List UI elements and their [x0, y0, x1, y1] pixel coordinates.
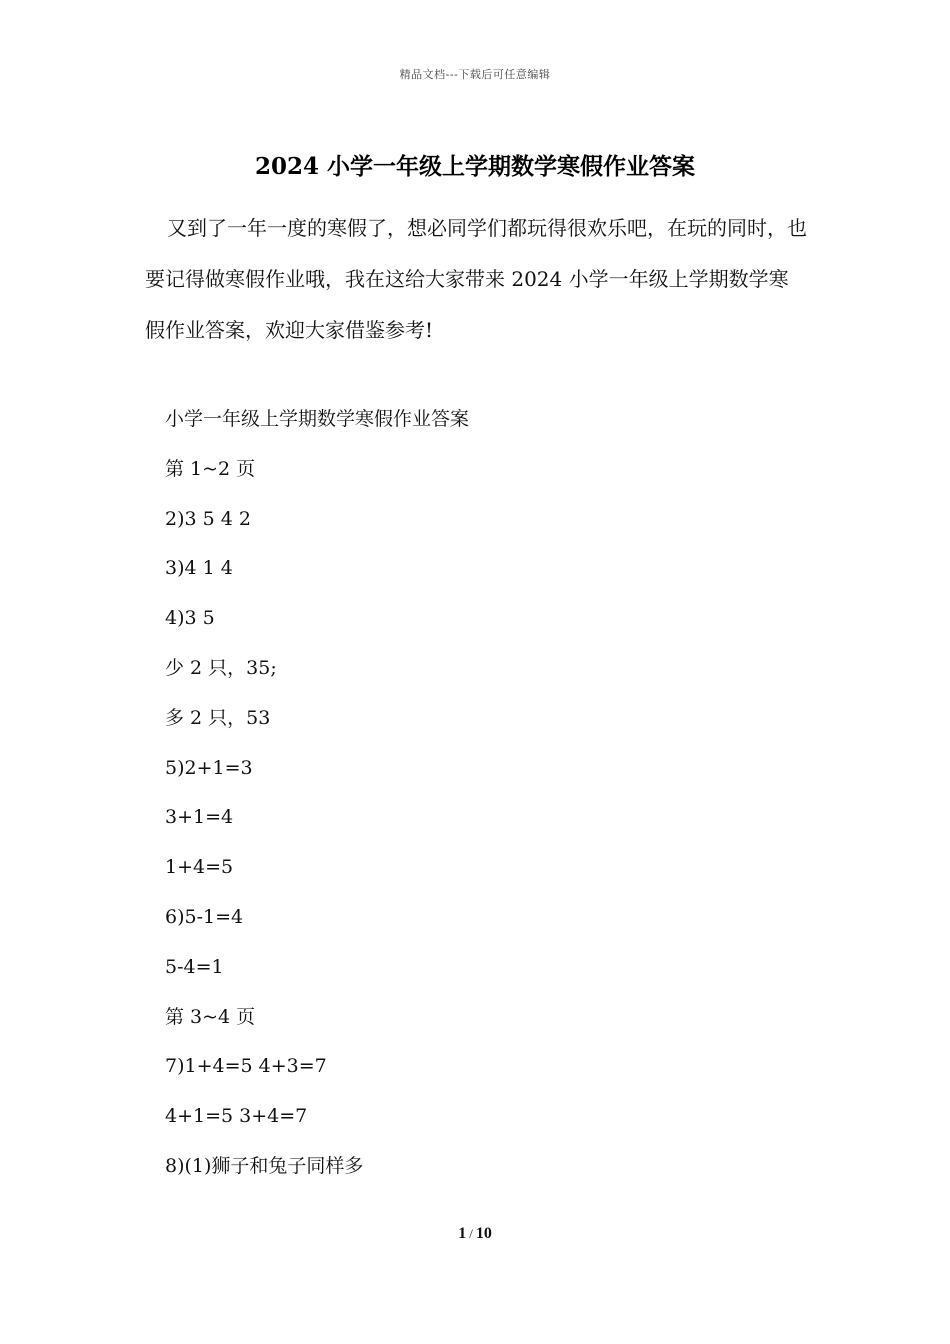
- page-separator: /: [469, 1226, 473, 1241]
- answer-line: 7)1+4=5 4+3=7: [165, 1055, 327, 1078]
- answer-line: 多 2 只，53: [165, 706, 271, 729]
- answer-line: 5)2+1=3: [165, 756, 253, 779]
- current-page: 1: [458, 1225, 467, 1242]
- page-number: [0, 1225, 950, 1243]
- answer-line: 4)3 5: [165, 607, 215, 630]
- answer-line: 6)5-1=4: [165, 905, 244, 928]
- answer-line: 5-4=1: [165, 955, 224, 978]
- total-pages: 10: [475, 1225, 492, 1242]
- answer-line: 少 2 只，35;: [165, 656, 277, 679]
- answer-line: 1+4=5: [165, 856, 234, 879]
- answer-line: 4+1=5 3+4=7: [165, 1105, 308, 1128]
- answer-line: 第 3~4 页: [165, 1005, 256, 1028]
- answer-line: 3)4 1 4: [165, 557, 233, 580]
- answer-line: 2)3 5 4 2: [165, 507, 251, 530]
- answer-line: 8)(1)狮子和兔子同样多: [165, 1154, 364, 1177]
- intro-paragraph: 又到了一年一度的寒假了，想必同学们都玩得很欢乐吧，在玩的同时，也要记得做寒假作业哦，我在这给大家带来 2024 小学一年级上学期数学寒假作业答案，欢迎大家借鉴参考!: [145, 216, 807, 342]
- answer-list: [165, 395, 805, 1192]
- answer-line: 小学一年级上学期数学寒假作业答案: [165, 408, 470, 430]
- document-title: 2024 小学一年级上学期数学寒假作业答案: [254, 153, 696, 180]
- answer-line: 3+1=4: [165, 806, 234, 829]
- page-header: 精品文档---下载后可任意编辑: [399, 68, 551, 81]
- answer-line: 第 1~2 页: [165, 457, 256, 480]
